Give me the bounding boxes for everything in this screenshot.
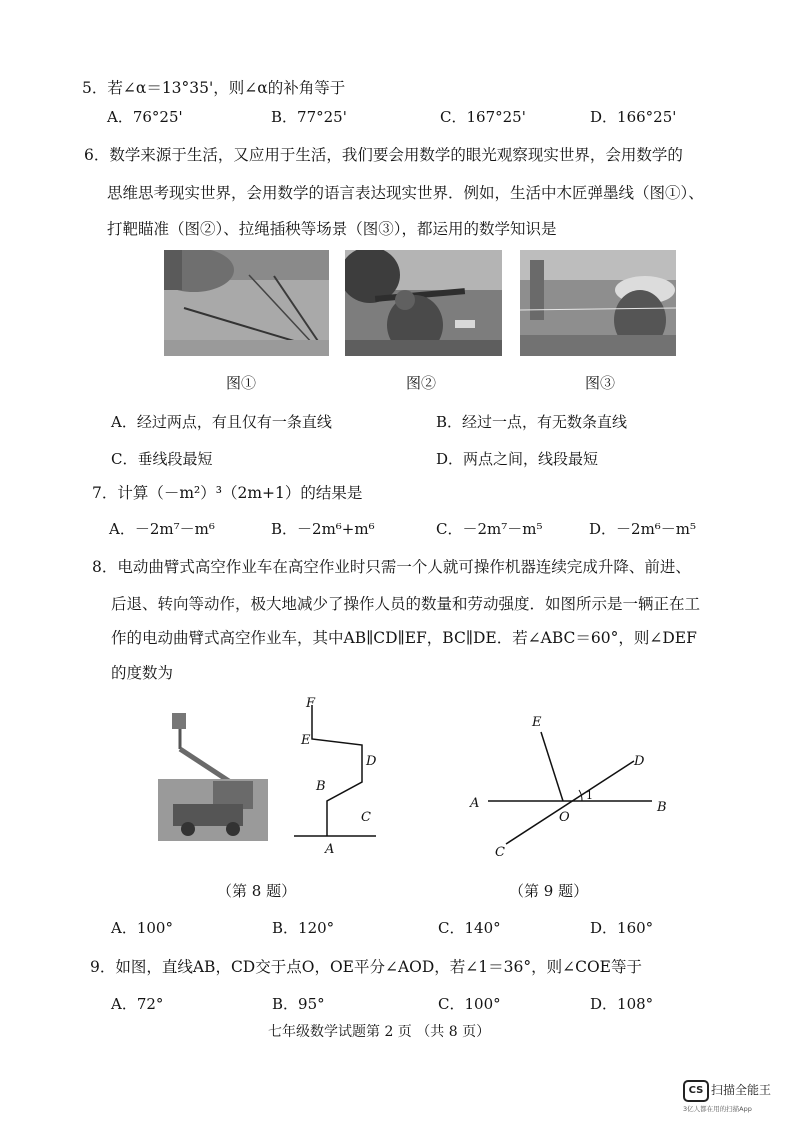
q8-label-e: E (301, 733, 311, 748)
q9-caption: （第 9 题） (509, 882, 589, 900)
q6-line-3: 打靶瞄准（图②）、拉绳插秧等场景（图③），都运用的数学知识是 (107, 220, 557, 238)
page-footer: 七年级数学试题第 2 页 （共 8 页） (268, 1024, 491, 1040)
photo-target-aiming (345, 250, 502, 356)
photo-carpenter-ink-line (164, 250, 329, 356)
q5-option-a: A．76°25' (107, 108, 183, 126)
q8-option-a: A．100° (111, 919, 173, 937)
q9-figure (466, 710, 676, 860)
q9-label-e: E (532, 715, 542, 730)
q9-label-d: D (634, 754, 645, 769)
q8-label-d: D (366, 754, 377, 769)
q8-line-3: 作的电动曲臂式高空作业车，其中AB∥CD∥EF，BC∥DE．若∠ABC＝60°，则∠DEF (111, 629, 697, 647)
q9-ray-oe (541, 732, 563, 801)
q6-caption-2: 图② (406, 374, 437, 392)
q9-label-o: O (559, 810, 570, 825)
q7-option-d: D．－2m⁶－m⁵ (589, 520, 697, 538)
q8-label-b: B (316, 779, 326, 794)
q9-option-d: D．108° (590, 995, 654, 1013)
q7-option-a: A．－2m⁷－m⁶ (109, 520, 215, 538)
camscanner-logo-icon: CS (683, 1080, 709, 1102)
q9-stem: 9．如图，直线AB，CD交于点O，OE平分∠AOD，若∠1＝36°，则∠COE等于 (90, 958, 642, 976)
q8-arm-polyline (312, 705, 362, 836)
q9-label-a: A (470, 796, 480, 811)
q7-option-c: C．－2m⁷－m⁵ (436, 520, 543, 538)
q8-label-a: A (325, 842, 335, 857)
q5-stem: 5．若∠α＝13°35'，则∠α的补角等于 (82, 79, 346, 97)
q6-option-b: B．经过一点，有无数条直线 (436, 413, 628, 431)
q5-option-b: B．77°25' (271, 108, 347, 126)
q6-option-a: A．经过两点，有且仅有一条直线 (111, 413, 332, 431)
q9-label-angle-1: 1 (586, 789, 593, 802)
q8-line-2: 后退、转向等动作，极大地减少了操作人员的数量和劳动强度．如图所示是一辆正在工 (111, 595, 701, 613)
q9-label-b: B (657, 800, 667, 815)
q7-option-b: B．－2m⁶+m⁶ (271, 520, 375, 538)
q8-option-d: D．160° (590, 919, 654, 937)
q8-line-1: 8．电动曲臂式高空作业车在高空作业时只需一个人就可操作机器连续完成升降、前进、 (92, 558, 691, 576)
photo-rice-planting (520, 250, 676, 356)
camscanner-tagline: 3亿人都在用的扫描App (683, 1105, 752, 1113)
q9-label-c: C (495, 845, 505, 860)
q8-label-c: C (361, 810, 371, 825)
q5-option-c: C．167°25' (440, 108, 526, 126)
q8-caption: （第 8 题） (217, 882, 297, 900)
q9-option-c: C．100° (438, 995, 501, 1013)
q7-stem: 7．计算（－m²）³（2m+1）的结果是 (92, 484, 363, 502)
q6-option-d: D．两点之间，线段最短 (436, 450, 599, 468)
q8-figure (294, 695, 394, 855)
q9-line-cd (506, 761, 634, 844)
q8-label-f: F (306, 696, 316, 711)
camscanner-name: 扫描全能王 (711, 1083, 772, 1097)
q6-line-2: 思维思考现实世界，会用数学的语言表达现实世界．例如，生活中木匠弹墨线（图①）、 (107, 184, 704, 202)
q8-line-4: 的度数为 (111, 664, 174, 682)
q6-caption-3: 图③ (585, 374, 616, 392)
q6-option-c: C．垂线段最短 (111, 450, 213, 468)
q9-option-b: B．95° (272, 995, 325, 1013)
q8-option-b: B．120° (272, 919, 335, 937)
q8-option-c: C．140° (438, 919, 501, 937)
q9-option-a: A．72° (111, 995, 164, 1013)
photo-aerial-work-vehicle (158, 709, 268, 841)
q6-caption-1: 图① (226, 374, 257, 392)
q6-line-1: 6．数学来源于生活，又应用于生活，我们要会用数学的眼光观察现实世界，会用数学的 (84, 146, 683, 164)
q5-option-d: D．166°25' (590, 108, 677, 126)
